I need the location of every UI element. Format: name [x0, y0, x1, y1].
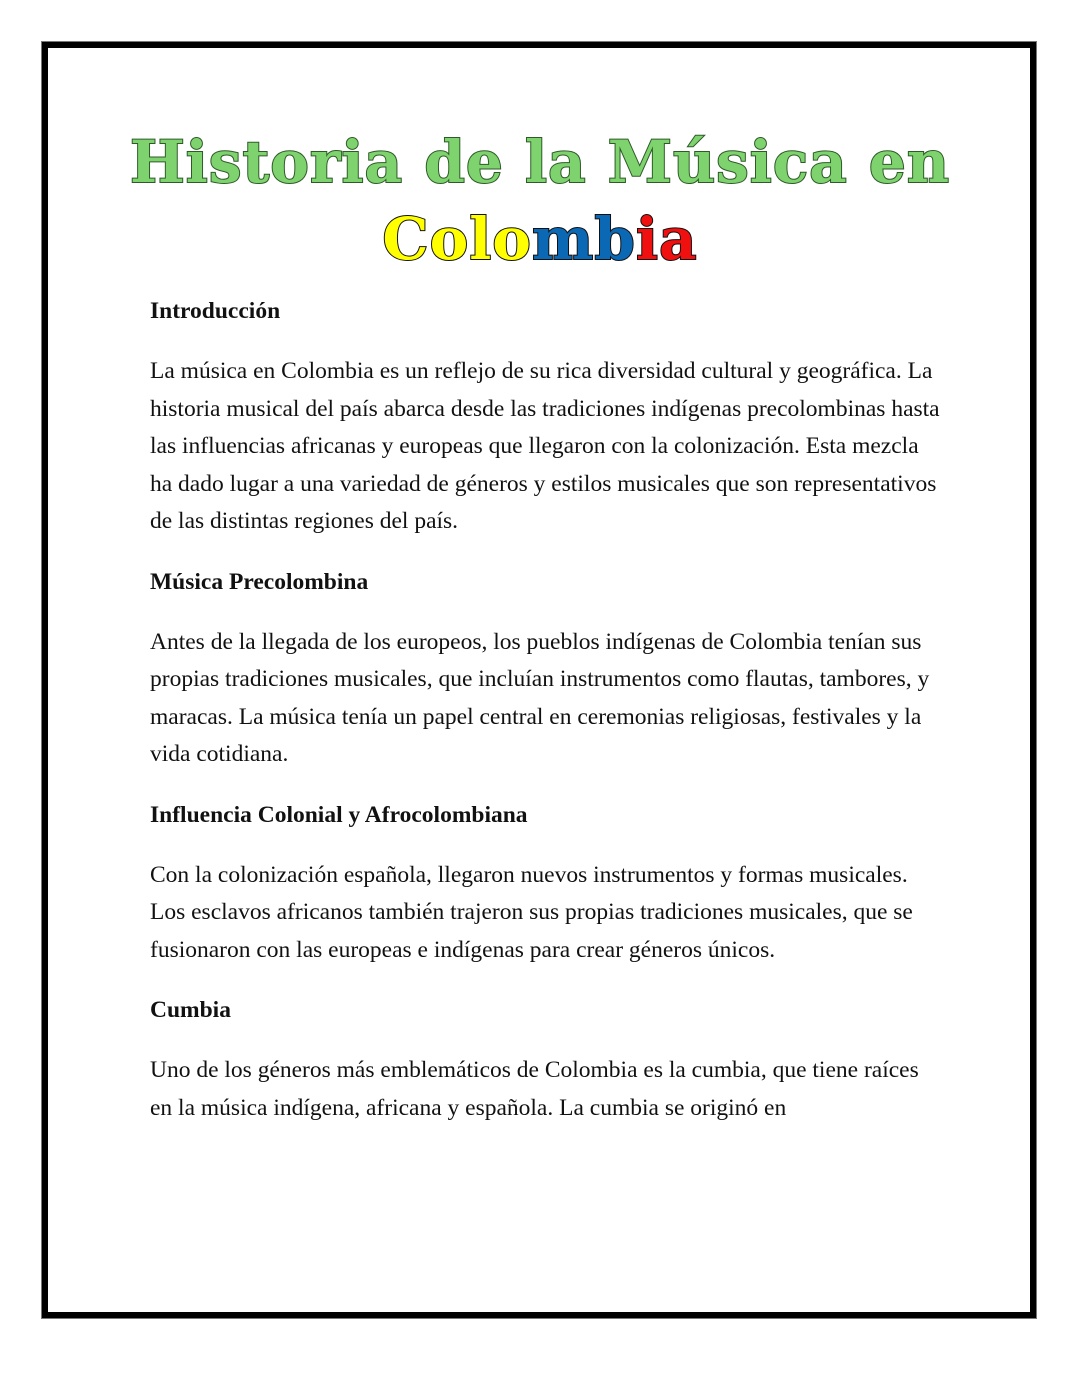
section-heading: Música Precolombina [150, 568, 369, 595]
title-colombia-blue: mb [532, 205, 636, 273]
document-body [150, 294, 940, 1151]
title-colombia-yellow: Colo [382, 205, 532, 273]
title-line-2 [0, 205, 1080, 273]
section-paragraph: La música en Colombia es un reflejo de su rica diversidad cultural y geográfica. La historia musical del país abarca desde las tradiciones indígenas precolombinas hasta las influencias africanas y europeas que llegaron con la colonización. Esta mezcla ha dado lugar a una variedad de géneros y estilos musicales que son representativos de las distintas regiones del país. [150, 358, 940, 534]
section-paragraph: Antes de la llegada de los europeos, los pueblos indígenas de Colombia tenían sus propias tradiciones musicales, que incluían instrumentos como flautas, tambores, y maracas. La música tenía un papel central en ceremonias religiosas, festivales y la vida cotidiana. [150, 628, 930, 767]
section-heading: Introducción [150, 298, 281, 324]
section-paragraph: Uno de los géneros más emblemáticos de Colombia es la cumbia, que tiene raíces en la música indígena, africana y española. La cumbia se originó en [150, 1057, 919, 1121]
title-colombia-red: ia [635, 205, 698, 273]
title-line-1: Historia de la Música en [130, 128, 950, 196]
section-paragraph: Con la colonización española, llegaron nuevos instrumentos y formas musicales. Los esclavos africanos también trajeron sus propias tradiciones musicales, que se fusionaron con las europeas e indígenas para crear géneros únicos. [150, 861, 913, 963]
section-heading: Influencia Colonial y Afrocolombiana [150, 801, 528, 828]
section-heading: Cumbia [150, 997, 231, 1023]
